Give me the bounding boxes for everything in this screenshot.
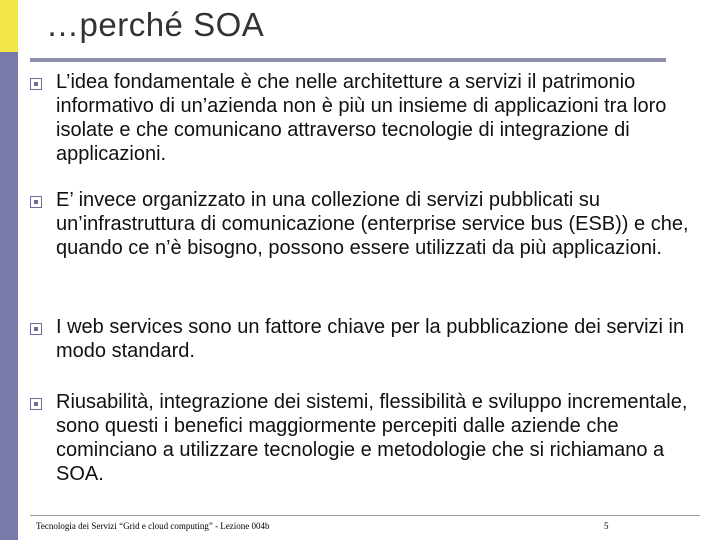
footer-divider [30, 515, 700, 516]
slide-title: …perché SOA [46, 6, 265, 43]
page-number: 5 [604, 521, 609, 531]
bullet-square-icon [30, 323, 42, 335]
left-decorative-bar [0, 0, 18, 540]
title-underline [30, 58, 666, 62]
bullet-text: E’ invece organizzato in una collezione di servizi pubblicati su un’infrastruttura di comunicazione (enterprise service bus (ESB)) e che, quando ce n’è bisogno, possono essere utilizzati da più applicazioni. [56, 189, 689, 259]
bullet-square-icon [30, 78, 42, 90]
bullet-square-icon [30, 196, 42, 208]
bullet-text: L’idea fondamentale è che nelle architetture a servizi il patrimonio informativo di un’azienda non è più un insieme di applicazioni tra loro isolate e che comunicano attraverso tecnologie di integrazione di applicazioni. [56, 71, 667, 165]
bullet-square-icon [30, 398, 42, 410]
bullet-text: Riusabilità, integrazione dei sistemi, flessibilità e sviluppo incrementale, sono questi i benefici maggiormente percepiti dalle aziende che cominciano a utilizzare tecnologie e metodologie che si richiamano a SOA. [56, 391, 688, 485]
bullet-text: I web services sono un fattore chiave per la pubblicazione dei servizi in modo standard. [56, 316, 685, 362]
footer-course-text: Tecnologia dei Servizi “Grid e cloud computing” - Lezione 004b [36, 521, 270, 531]
left-bar-accent [0, 0, 18, 52]
